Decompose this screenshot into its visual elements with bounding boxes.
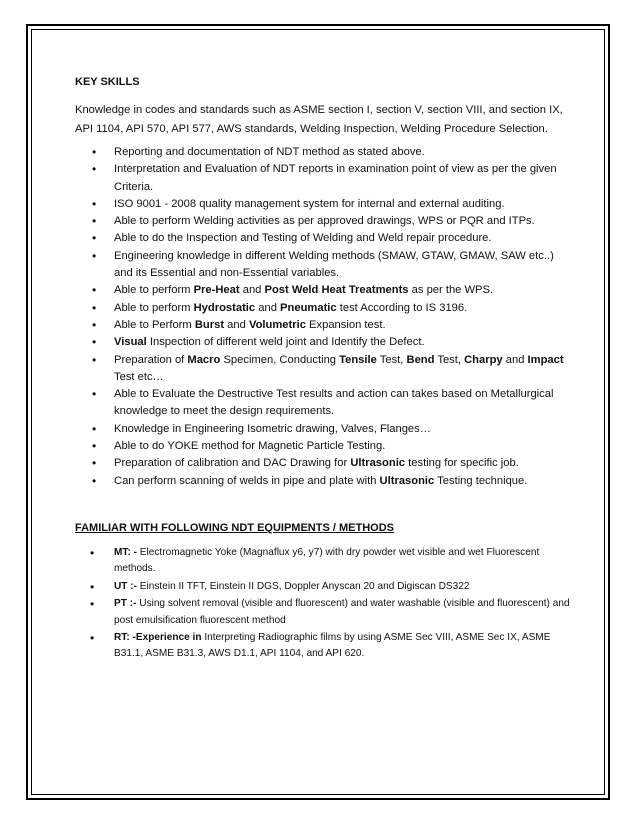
text: and <box>224 318 249 331</box>
skill-list-item <box>75 317 575 334</box>
key-skills-heading: KEY SKILLS <box>75 76 140 88</box>
key-skills-intro: Knowledge in codes and standards such as ASME section I, section V, section VIII, and section IX, API 1104, API 570, API 577, AWS standards, Welding Inspection, Welding Procedure Selection. <box>75 104 563 135</box>
bold-text: Macro <box>187 353 221 366</box>
key-skills-list <box>75 144 575 490</box>
text: Able to do the Inspection and Testing of Welding and Weld repair procedure. <box>114 232 492 245</box>
bold-text: Visual <box>114 336 147 349</box>
bold-text: Volumetric <box>248 318 306 331</box>
text: and <box>502 353 528 366</box>
text: ISO 9001 - 2008 quality management system for internal and external auditing. <box>114 197 505 210</box>
bold-text: UT :- <box>114 580 137 592</box>
text: Able to do YOKE method for Magnetic Particle Testing. <box>114 440 386 453</box>
skill-list-item <box>75 455 575 472</box>
bold-text: Post Weld Heat Treatments <box>264 284 409 297</box>
bold-text: Hydrostatic <box>193 301 256 314</box>
text: test According to IS 3196. <box>336 301 468 314</box>
text: Preparation of calibration and DAC Drawing for <box>114 457 351 470</box>
text: Can perform scanning of welds in pipe and plate with <box>114 474 380 487</box>
skill-list-item <box>75 352 575 387</box>
resume-page-content <box>75 76 575 664</box>
equipment-list-item <box>75 630 575 663</box>
bold-text: Pre-Heat <box>193 284 240 297</box>
bold-text: Ultrasonic <box>379 474 435 487</box>
text: Expansion test. <box>305 318 386 331</box>
skill-list-item <box>75 230 575 247</box>
bold-text: Tensile <box>339 353 377 366</box>
text: Electromagnetic Yoke (Magnaflux y6, y7) with dry powder wet visible and wet Fluorescent methods. <box>114 546 540 575</box>
skill-list-item <box>75 386 575 421</box>
text: Able to perform <box>114 284 194 297</box>
text: as per the WPS. <box>408 284 494 297</box>
text: Interpreting Radiographic films by using ASME Sec VIII, ASME Sec IX, ASME B31.1, ASME B31.3, AWS D1.1, API 1104, and API 620. <box>114 631 551 660</box>
bold-text: Charpy <box>464 353 503 366</box>
skill-list-item <box>75 248 575 283</box>
equipments-list <box>75 545 575 663</box>
skill-list-item <box>75 282 575 299</box>
skill-list-item <box>75 300 575 317</box>
text: Inspection of different weld joint and Identify the Defect. <box>146 336 425 349</box>
bold-text: Bend <box>406 353 435 366</box>
skill-list-item <box>75 438 575 455</box>
bold-text: Impact <box>527 353 564 366</box>
equipment-list-item <box>75 545 575 578</box>
text: Using solvent removal (visible and fluorescent) and water washable (visible and fluorescent) and post emulsification fluorescent method <box>114 598 570 626</box>
bold-text: Burst <box>194 318 225 331</box>
text: Able to perform <box>114 301 194 314</box>
text: Test etc… <box>114 370 164 383</box>
skill-list-item <box>75 334 575 351</box>
text: Testing technique. <box>434 474 528 487</box>
bold-text: Pneumatic <box>280 301 337 314</box>
skill-list-item <box>75 161 575 196</box>
text: Able to perform Welding activities as per approved drawings, WPS or PQR and ITPs. <box>114 215 535 228</box>
bold-text: MT: - <box>114 546 137 558</box>
text: Test, <box>434 353 465 366</box>
skill-list-item <box>75 144 575 161</box>
text: testing for specific job. <box>405 457 519 470</box>
text: and <box>255 301 281 314</box>
text: and <box>239 284 265 297</box>
bold-text: PT :- <box>114 598 137 610</box>
bold-text: Ultrasonic <box>350 457 406 470</box>
text: Preparation of <box>114 353 188 366</box>
text: Knowledge in Engineering Isometric drawing, Valves, Flanges… <box>114 422 431 435</box>
text: Able to Evaluate the Destructive Test results and action can takes based on Metallurgical knowledge to meet the design requirements. <box>114 388 554 418</box>
equipment-list-item <box>75 596 575 629</box>
equipment-list-item <box>75 579 575 595</box>
equipments-heading: FAMILIAR WITH FOLLOWING NDT EQUIPMENTS / METHODS <box>75 521 394 534</box>
skill-list-item <box>75 473 575 490</box>
text: Engineering knowledge in different Welding methods (SMAW, GTAW, GMAW, SAW etc..) and its Essential and non-Essential variables. <box>114 249 554 280</box>
text: Test, <box>376 353 407 366</box>
skill-list-item <box>75 421 575 438</box>
text: Able to Perform <box>114 318 195 331</box>
skill-list-item <box>75 196 575 213</box>
text: Interpretation and Evaluation of NDT reports in examination point of view as per the given Criteria. <box>114 163 557 193</box>
text: Einstein II TFT, Einstein II DGS, Doppler Anyscan 20 and Digiscan DS322 <box>136 580 470 592</box>
text: Specimen, Conducting <box>220 353 340 366</box>
text: Reporting and documentation of NDT method as stated above. <box>114 146 425 158</box>
bold-text: RT: -Experience in <box>114 631 202 643</box>
skill-list-item <box>75 213 575 230</box>
